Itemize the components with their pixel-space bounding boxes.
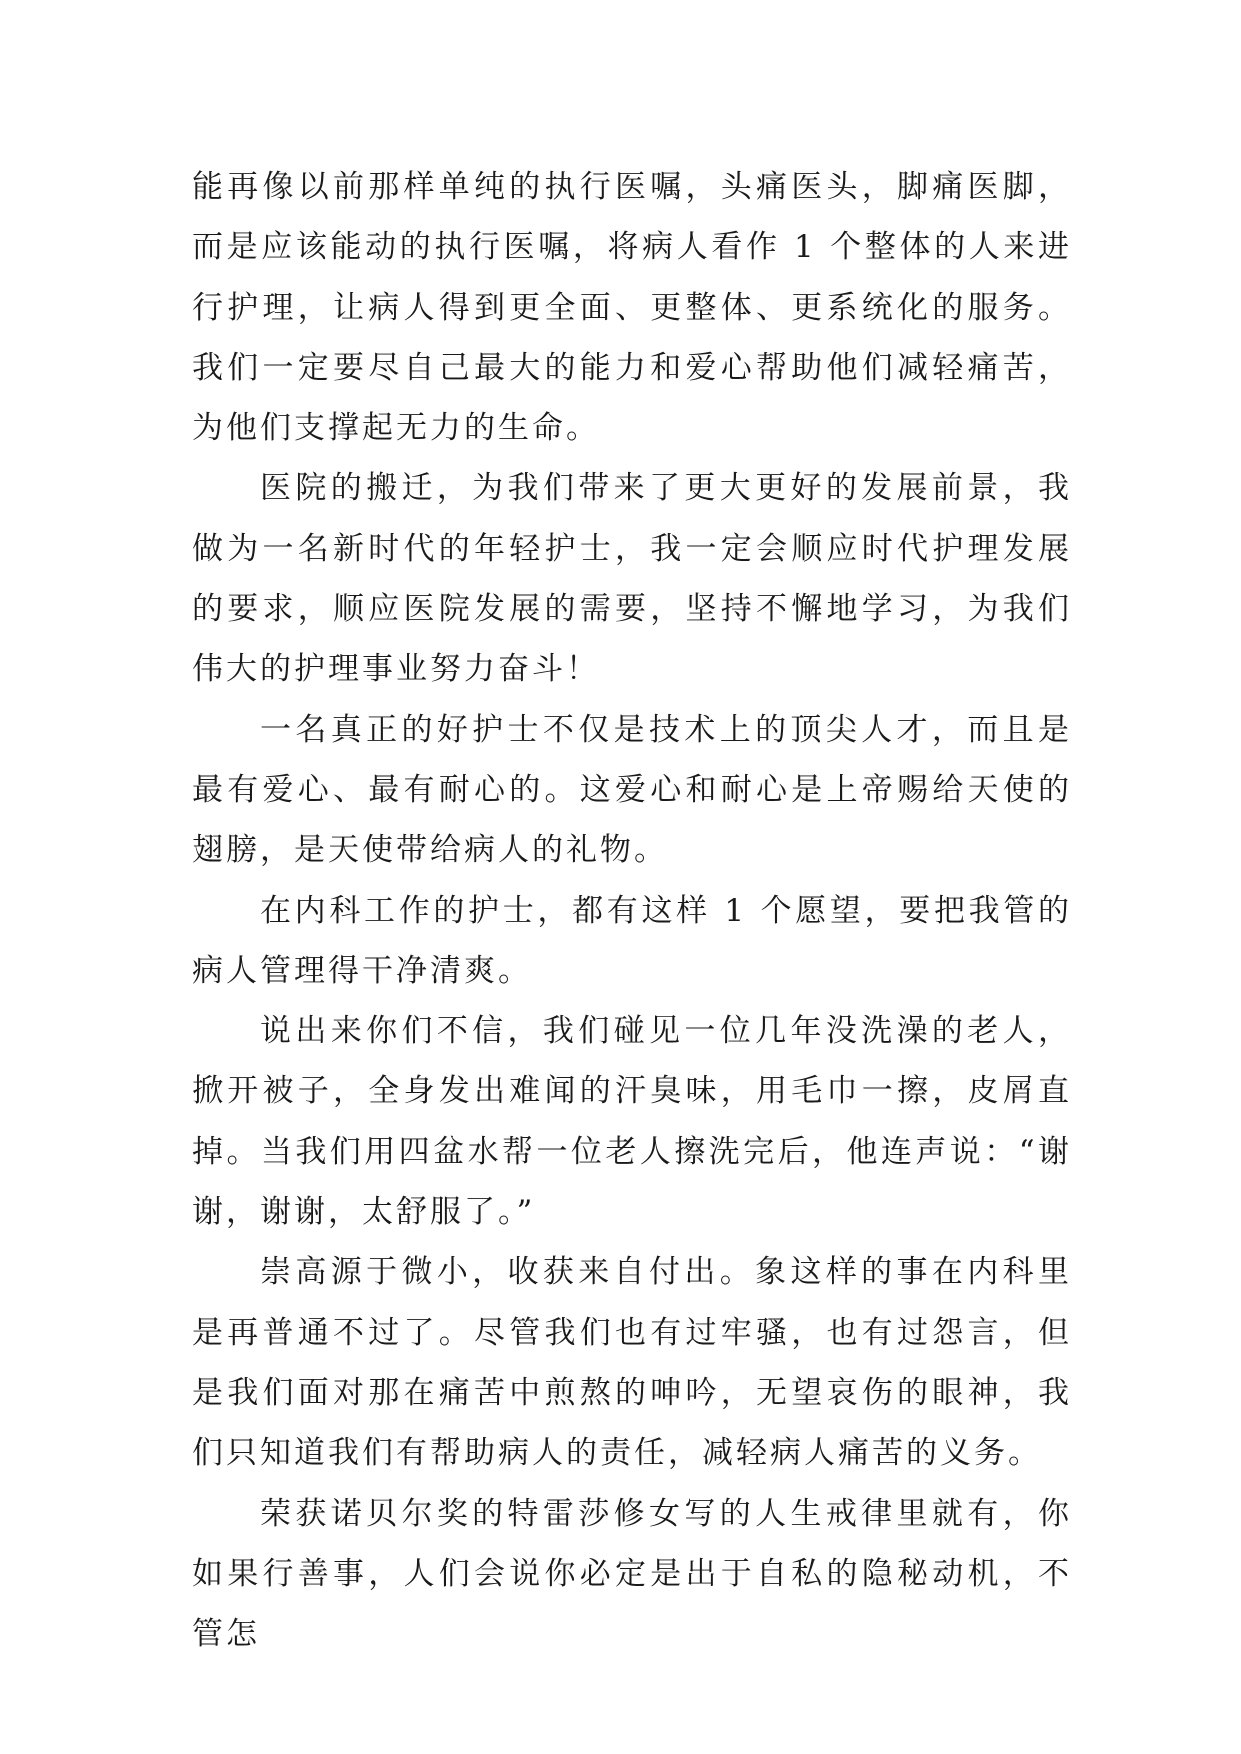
paragraph-mother-teresa: 荣获诺贝尔奖的特雷莎修女写的人生戒律里就有，你如果行善事，人们会说你必定是出于自私的隐秘动机，不管怎: [192, 1495, 1072, 1653]
document-body: [192, 157, 1072, 1664]
paragraph-continuation: 能再像以前那样单纯的执行医嘱，头痛医头，脚痛医脚，而是应该能动的执行医嘱，将病人看作 1 个整体的人来进行护理，让病人得到更全面、更整体、更系统化的服务。我们一定要尽自己最大的能力和爱心帮助他们减轻痛苦，为他们支撑起无力的生命。: [192, 169, 1072, 447]
paragraph-hospital-relocation: 医院的搬迁，为我们带来了更大更好的发展前景，我做为一名新时代的年轻护士，我一定会顺应时代护理发展的要求，顺应医院发展的需要，坚持不懈地学习，为我们伟大的护理事业努力奋斗！: [192, 470, 1072, 688]
paragraph-elderly-bath: 说出来你们不信，我们碰见一位几年没洗澡的老人，掀开被子，全身发出难闻的汗臭味，用毛巾一擦，皮屑直掉。当我们用四盆水帮一位老人擦洗完后，他连声说：“谢谢，谢谢，太舒服了。”: [192, 1013, 1072, 1231]
paragraph-good-nurse: 一名真正的好护士不仅是技术上的顶尖人才，而且是最有爱心、最有耐心的。这爱心和耐心是上帝赐给天使的翅膀，是天使带给病人的礼物。: [192, 711, 1072, 869]
paragraph-noble-from-small: 崇高源于微小，收获来自付出。象这样的事在内科里是再普通不过了。尽管我们也有过牢骚，也有过怨言，但是我们面对那在痛苦中煎熬的呻吟，无望哀伤的眼神，我们只知道我们有帮助病人的责任，减轻病人痛苦的义务。: [192, 1254, 1072, 1472]
paragraph-internal-medicine-wish: 在内科工作的护士，都有这样 1 个愿望，要把我管的病人管理得干净清爽。: [192, 892, 1072, 989]
